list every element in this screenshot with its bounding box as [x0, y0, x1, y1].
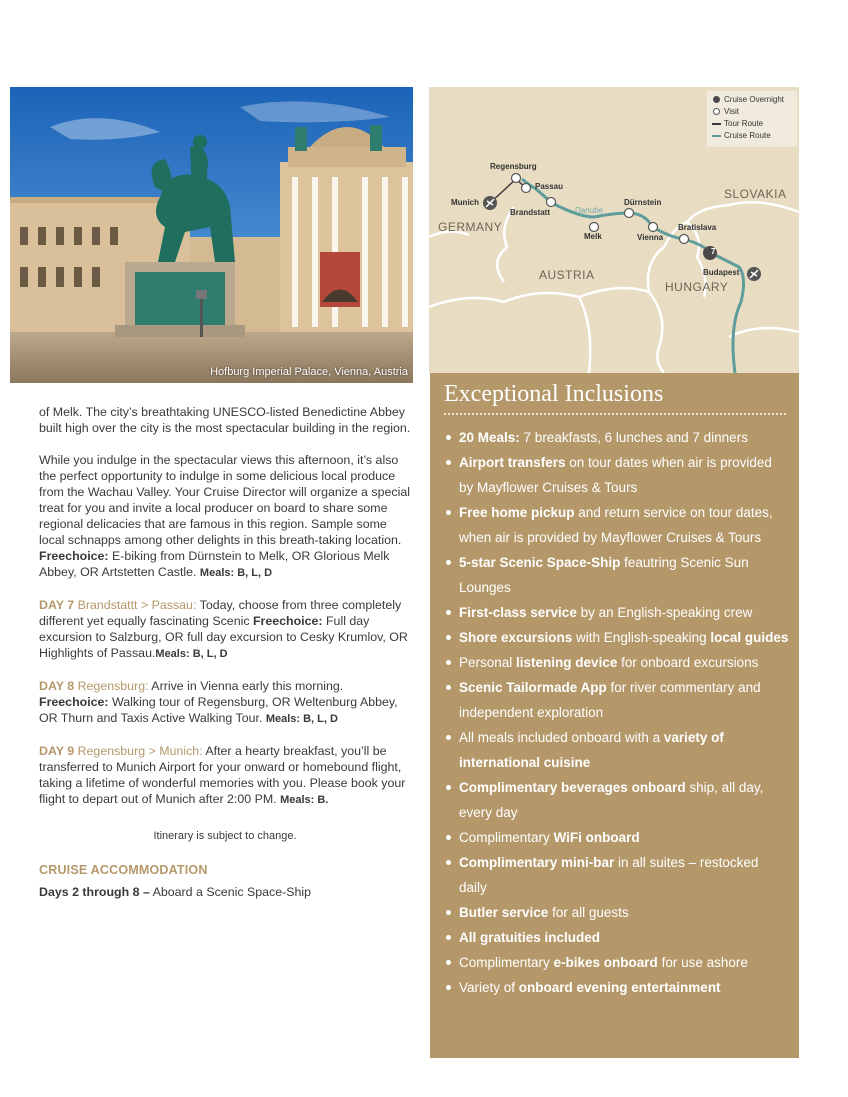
inclusion-item-text: Complimentary — [459, 830, 554, 845]
durnstein-visit-icon — [625, 209, 634, 218]
inclusion-item — [444, 825, 789, 850]
inclusion-item-highlight: WiFi onboard — [553, 830, 640, 845]
inclusion-item-highlight: Butler service — [459, 905, 549, 920]
inclusion-item — [444, 425, 789, 450]
inclusions-list — [444, 425, 789, 1000]
inclusions-title: Exceptional Inclusions — [444, 381, 664, 407]
visit-legend-icon — [713, 108, 720, 115]
city-vienna: Vienna — [637, 233, 664, 242]
inclusions-panel — [430, 373, 799, 1058]
inclusion-item-highlight: listening device — [516, 655, 618, 670]
bratislava-visit-icon — [680, 235, 689, 244]
city-regensburg: Regensburg — [490, 162, 537, 171]
inclusion-item-text: feautring Scenic Sun Lounges — [459, 555, 749, 595]
city-passau: Passau — [535, 182, 564, 191]
legend-cruise-route: Cruise Route — [711, 130, 793, 142]
river-danube-label: Danube — [575, 206, 604, 215]
inclusion-item-text: All meals included onboard with a — [459, 730, 664, 745]
inclusion-item-text: for use ashore — [657, 955, 748, 970]
inclusion-item-highlight: First-class service — [459, 605, 577, 620]
overnight-marker-number: 7 — [711, 247, 716, 256]
city-brandstatt: Brandstatt — [510, 208, 551, 217]
inclusion-item-text: and return service on tour dates, when air is provided by Mayflower Cruises & Tours — [459, 505, 773, 545]
inclusion-item — [444, 500, 789, 550]
itinerary-column — [39, 404, 411, 900]
inclusion-item-text: Complimentary — [459, 955, 554, 970]
brandstatt-visit-icon — [547, 198, 556, 207]
city-budapest: Budapest — [703, 268, 740, 277]
inclusion-item-highlight: variety of international cuisine — [459, 730, 724, 770]
inclusion-item-highlight: 20 Meals: — [459, 430, 520, 445]
vienna-visit-icon — [649, 223, 658, 232]
melk-visit-icon — [590, 223, 599, 232]
inclusion-item — [444, 850, 789, 900]
inclusion-item — [444, 675, 789, 725]
tour-route-legend-icon — [712, 123, 721, 125]
inclusion-item — [444, 550, 789, 600]
dotted-divider — [444, 413, 786, 415]
map-legend — [707, 91, 797, 147]
inclusion-item-text: for river commentary and independent exploration — [459, 680, 761, 720]
regensburg-visit-icon — [512, 174, 521, 183]
legend-overnight: Cruise Overnight — [711, 94, 793, 106]
route-map — [429, 87, 799, 373]
inclusion-item-highlight: Shore excursions — [459, 630, 573, 645]
inclusion-item-highlight: Airport transfers — [459, 455, 566, 470]
inclusion-item — [444, 725, 789, 775]
accommodation-title: CRUISE ACCOMMODATION — [39, 863, 208, 877]
palace-illustration — [10, 87, 413, 383]
inclusion-item-text: in all suites – restocked daily — [459, 855, 759, 895]
inclusion-item-highlight: Complimentary mini-bar — [459, 855, 615, 870]
inclusion-item-text: on tour dates when air is provided by Mayflower Cruises & Tours — [459, 455, 772, 495]
inclusion-item-highlight: onboard evening entertainment — [518, 980, 721, 995]
inclusion-item-text: with English-speaking — [572, 630, 711, 645]
inclusion-item-highlight: Free home pickup — [459, 505, 575, 520]
inclusion-item — [444, 900, 789, 925]
inclusion-item-text: Variety of — [459, 980, 519, 995]
inclusion-item-highlight: Scenic Tailormade App — [459, 680, 607, 695]
itinerary-day-8: DAY 8 Regensburg: Arrive in Vienna early this morning. Freechoice: Walking tour of Regensburg, OR Weltenburg Abbey, OR Thurn and Taxis Active Walking Tour. Meals: B, L, D — [39, 679, 398, 725]
itinerary-intro: of Melk. The city’s breathtaking UNESCO-listed Benedictine Abbey built high over the city is the most spectacular building in the region. — [39, 405, 411, 435]
inclusion-item-highlight: e-bikes onboard — [553, 955, 658, 970]
inclusion-item — [444, 650, 789, 675]
inclusion-item — [444, 925, 789, 950]
itinerary-afternoon: While you indulge in the spectacular views this afternoon, it’s also the perfect opportunity to indulge in some delicious local produce from the Wachau Valley. Your Cruise Director will organize a special treat for you and invite a local producer on board to share some regional delicacies that are famous in this region. Sample some local schnapps among other delights in this breath-taking location. Freechoice: E-biking from Dürnstein to Melk, OR Glorious Melk Abbey, OR Artstetten Castle. Meals: B, L, D — [39, 453, 410, 579]
inclusion-item-text: for all guests — [548, 905, 629, 920]
country-slovakia: SLOVAKIA — [724, 187, 787, 201]
inclusion-item-text: Personal — [459, 655, 517, 670]
city-melk: Melk — [584, 232, 602, 241]
city-bratislava: Bratislava — [678, 223, 717, 232]
cruise-route-legend-icon — [712, 135, 721, 137]
inclusion-item — [444, 775, 789, 825]
inclusion-item-highlight: Complimentary beverages onboard — [459, 780, 686, 795]
inclusion-item-text: ship, all day, every day — [459, 780, 764, 820]
hofburg-photo — [10, 87, 413, 383]
inclusion-item-highlight: local guides — [710, 630, 789, 645]
itinerary-day-7: DAY 7 Brandstattt > Passau: Today, choose from three completely different yet equally fascinating Scenic Freechoice: Full day excursion to Salzburg, OR full day excursion to Cesky Krumlov, OR Highlights of Passau.Meals: B, L, D — [39, 598, 408, 660]
inclusion-item — [444, 975, 789, 1000]
country-hungary: HUNGARY — [665, 280, 729, 294]
inclusion-item-highlight: All gratuities included — [459, 930, 601, 945]
city-munich: Munich — [451, 198, 479, 207]
country-germany: GERMANY — [438, 220, 503, 234]
overnight-legend-icon — [713, 96, 720, 103]
photo-caption: Hofburg Imperial Palace, Vienna, Austria — [210, 366, 408, 378]
inclusion-item — [444, 450, 789, 500]
inclusion-item — [444, 950, 789, 975]
inclusion-item-text: for onboard excursions — [617, 655, 759, 670]
country-austria: AUSTRIA — [539, 268, 595, 282]
itinerary-day-9: DAY 9 Regensburg > Munich: After a hearty breakfast, you’ll be transferred to Munich Airport for your onward or homebound flight, taking a lifetime of wonderful memories with you. Please book your flight to depart out of Munich after 2:00 PM. Meals: B. — [39, 744, 406, 806]
inclusion-item — [444, 600, 789, 625]
inclusion-item — [444, 625, 789, 650]
itinerary-note: Itinerary is subject to change. — [153, 830, 297, 842]
city-durnstein: Dürnstein — [624, 198, 662, 207]
accommodation-line: Days 2 through 8 – Aboard a Scenic Space-Ship — [39, 885, 312, 899]
inclusion-item-highlight: 5-star Scenic Space-Ship — [459, 555, 621, 570]
legend-visit: Visit — [711, 106, 793, 118]
legend-tour-route: Tour Route — [711, 118, 793, 130]
passau-visit-icon — [522, 184, 531, 193]
inclusion-item-text: 7 breakfasts, 6 lunches and 7 dinners — [519, 430, 748, 445]
munich-airport-icon — [483, 196, 497, 210]
budapest-airport-icon — [747, 267, 761, 281]
inclusion-item-text: by an English-speaking crew — [576, 605, 753, 620]
